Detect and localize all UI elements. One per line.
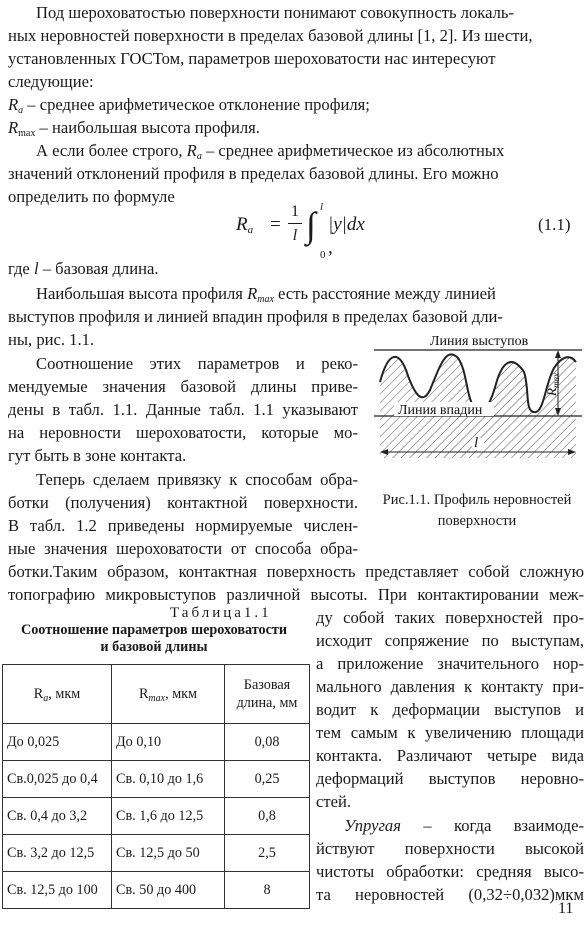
formula-equals: = xyxy=(270,214,281,235)
table-row xyxy=(3,761,310,798)
paragraph-line: на неровности шероховатости, которые мо- xyxy=(8,423,358,442)
header-ra xyxy=(3,665,112,724)
rmax-label-symbol: R xyxy=(544,388,559,396)
caption-line: Рис.1.1. Профиль неровностей xyxy=(382,492,572,508)
table-cell: 0,08 xyxy=(225,724,310,761)
paragraph-line: чистоты обработки: средняя высо- xyxy=(316,862,584,881)
header-unit: , мкм xyxy=(165,686,198,702)
text-span: Наибольшая высота профиля xyxy=(36,284,248,303)
paragraph-line: Соотношение этих параметров и реко- xyxy=(36,354,358,373)
text-span: где xyxy=(8,259,34,278)
formula-lhs-symbol: R xyxy=(236,214,248,235)
formula-denominator: l xyxy=(292,227,298,244)
figure-caption xyxy=(368,490,586,532)
header-unit: , мкм xyxy=(48,686,81,702)
table-cell: Св. 3,2 до 12,5 xyxy=(3,835,112,872)
integral-sign: ∫ xyxy=(306,205,316,245)
ra-subscript: a xyxy=(18,105,24,116)
text-span: – базовая длина. xyxy=(38,259,159,278)
paragraph-line xyxy=(344,815,584,838)
valley-line-label: Линия впадин xyxy=(398,403,483,418)
table-cell: 0,8 xyxy=(225,798,310,835)
table-cell: Св.0,025 до 0,4 xyxy=(3,761,112,798)
paragraph-line: водит к деформации выступов и xyxy=(316,700,584,719)
ra-description: – среднее арифметическое отклонение профиля; xyxy=(23,95,370,114)
arrow-up-icon xyxy=(555,350,561,358)
table-cell: 2,5 xyxy=(225,835,310,872)
paragraph-line: мального давления к контакту при- xyxy=(316,677,584,696)
roughness-table xyxy=(2,664,310,909)
table-cell: Св. 1,6 до 12,5 xyxy=(112,798,225,835)
rmax-description: – наибольшая высота профиля. xyxy=(35,118,260,137)
paragraph-line: Под шероховатостью поверхности понимают совокупность локаль- xyxy=(36,3,514,22)
formula-lhs-subscript: a xyxy=(247,224,254,236)
paragraph-line: следующие: xyxy=(8,72,94,91)
header-base-length xyxy=(225,665,310,724)
header-symbol: R xyxy=(33,686,44,702)
paragraph-line: Теперь сделаем привязку к способам обра- xyxy=(36,470,358,489)
text-span: есть расстояние между линией xyxy=(273,284,496,303)
param-rmax xyxy=(8,117,260,140)
table-cell: Св. 0,4 до 3,2 xyxy=(3,798,112,835)
table-cell: Св. 50 до 400 xyxy=(112,872,225,909)
table-cell: Св. 0,10 до 1,6 xyxy=(112,761,225,798)
text-span: А если более строго, xyxy=(36,141,187,160)
paragraph-line: ных неровностей поверхности в пределах базовой длины [1, 2]. Из шести, xyxy=(8,26,533,45)
paragraph-line: йствуют поверхности высокой xyxy=(316,839,584,858)
paragraph-line: ны, рис. 1.1. xyxy=(8,330,95,349)
table-header-row xyxy=(3,665,310,724)
formula-integrand: |y|dx , xyxy=(328,214,365,258)
paragraph-line xyxy=(36,140,504,163)
l-symbol: l xyxy=(33,259,39,278)
paragraph-line: ду собой таких поверхностей про- xyxy=(316,608,584,627)
paragraph-line: ботки.Таким образом, контактная поверхность представляет собой сложную xyxy=(8,562,584,581)
paragraph-line: исходит сопряжение по выступам, xyxy=(316,631,584,650)
paragraph-line: тем самым к увеличению площади xyxy=(316,723,584,742)
table-row xyxy=(3,872,310,909)
rmax-symbol: R xyxy=(247,284,258,303)
integral-lower-limit: 0 xyxy=(320,249,326,261)
paragraph-line: значений отклонений профиля в пределах базовой длины. Его можно xyxy=(8,164,499,183)
rmax-symbol: R xyxy=(8,118,19,137)
formula-number: (1.1) xyxy=(538,215,571,234)
table-number: Таблица1.1 xyxy=(170,605,272,621)
paragraph-line: а приложение значительного нор- xyxy=(316,654,584,673)
where-line xyxy=(8,258,158,281)
page-number: 11 xyxy=(558,900,574,917)
table-row xyxy=(3,798,310,835)
paragraph-line: выступов профиля и линией впадин профиля в пределах базовой дли- xyxy=(8,307,503,326)
term-elastic: Упругая xyxy=(344,816,401,835)
rmax-subscript: max xyxy=(18,128,36,139)
paragraph-line: та неровностей (0,32÷0,032)мкм xyxy=(316,885,584,904)
paragraph-line: контакта. Различают четыре вида xyxy=(316,746,584,765)
table-row xyxy=(3,724,310,761)
table-cell: Св. 12,5 до 100 xyxy=(3,872,112,909)
profile-diagram xyxy=(374,332,582,472)
paragraph-line: стей. xyxy=(316,792,352,811)
paragraph-line: дены в табл. 1.1. Данные табл. 1.1 указывают xyxy=(8,400,358,419)
table-cell: До 0,10 xyxy=(112,724,225,761)
paragraph-line: деформаций выступов неровно- xyxy=(316,769,584,788)
table-cell: 8 xyxy=(225,872,310,909)
rmax-label xyxy=(544,373,561,397)
rmax-subscript: max xyxy=(257,294,274,305)
table-title-line: Соотношение параметров шероховатости xyxy=(20,622,288,638)
formula-lhs xyxy=(236,214,253,237)
table-cell: Св. 12,5 до 50 xyxy=(112,835,225,872)
header-subscript: a xyxy=(43,693,49,704)
paragraph-line xyxy=(36,283,496,306)
formula-1-1 xyxy=(236,200,366,260)
table-row xyxy=(3,835,310,872)
paragraph-line: ные значения шероховатости от способа обра- xyxy=(8,539,358,558)
header-symbol: R xyxy=(138,686,149,702)
paragraph-line: топографию микровыступов различной высоты. При контактировании меж- xyxy=(8,585,584,604)
table-title-line: и базовой длины xyxy=(100,639,208,655)
header-rmax xyxy=(112,665,225,724)
ra-symbol: R xyxy=(8,95,19,114)
paragraph-line: В табл. 1.2 приведены нормируемые числен- xyxy=(8,516,358,535)
param-ra xyxy=(8,94,370,117)
paragraph-line: гут быть в зоне контакта. xyxy=(8,446,187,465)
paragraph-line: установленных ГОСТом, параметров шероховатости нас интересуют xyxy=(8,49,496,68)
header-line: Базовая xyxy=(243,677,291,693)
formula-numerator: 1 xyxy=(291,203,299,220)
paragraph-line: мендуемые значения базовой длины приве- xyxy=(8,377,358,396)
peak-line-label: Линия выступов xyxy=(430,334,529,349)
rmax-label-subscript: max xyxy=(551,373,561,389)
length-label: l xyxy=(474,435,479,451)
text-span: – среднее арифметическое из абсолютных xyxy=(201,141,505,160)
table-title xyxy=(6,622,302,656)
header-line: длина, мм xyxy=(236,695,298,711)
text-span: – когда взаимоде- xyxy=(400,816,584,835)
caption-line: поверхности xyxy=(437,513,517,529)
ra-subscript: a xyxy=(196,151,202,162)
table-cell: До 0,025 xyxy=(3,724,112,761)
header-subscript: max xyxy=(148,693,166,704)
paragraph-line: определить по формуле xyxy=(8,187,175,206)
fraction-bar xyxy=(288,223,302,224)
ra-symbol: R xyxy=(186,141,197,160)
figure-roughness-profile xyxy=(374,332,582,472)
integral-upper-limit: l xyxy=(320,201,324,213)
paragraph-line: ботки (получения) контактной поверхности. xyxy=(8,493,358,512)
table-cell: 0,25 xyxy=(225,761,310,798)
